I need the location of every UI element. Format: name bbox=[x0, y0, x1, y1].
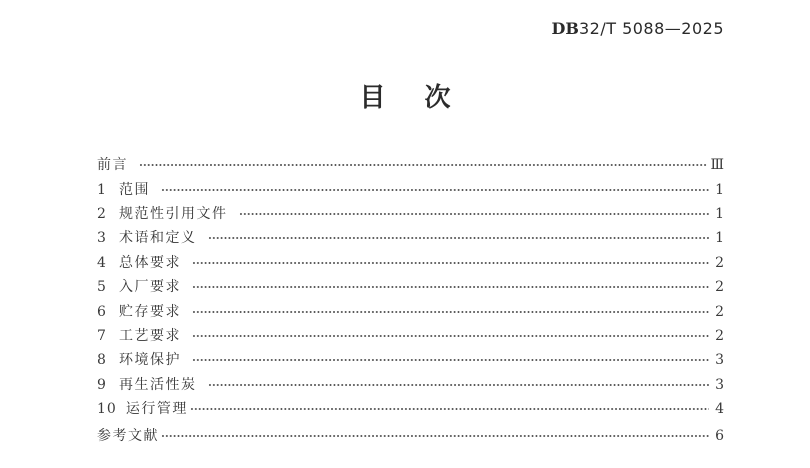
dot-leader bbox=[192, 256, 709, 270]
toc-entry-number: 4 bbox=[97, 254, 107, 271]
dot-leader bbox=[192, 353, 709, 367]
toc-entry-number: 7 bbox=[97, 327, 107, 344]
toc-entry-label: 规范性引用文件 bbox=[119, 205, 228, 222]
dot-leader bbox=[239, 207, 710, 221]
toc-entry bbox=[97, 373, 724, 397]
toc-entry-page: 3 bbox=[715, 376, 724, 393]
toc-entry-page: 2 bbox=[715, 254, 724, 271]
toc-entry bbox=[97, 348, 724, 372]
dot-leader bbox=[192, 329, 709, 343]
dot-leader bbox=[208, 231, 710, 245]
toc-entry-page: 2 bbox=[715, 279, 724, 296]
toc-entry-number: 3 bbox=[97, 230, 107, 247]
toc-entry-page: Ⅲ bbox=[710, 157, 724, 174]
toc-entry-label: 总体要求 bbox=[119, 254, 181, 271]
toc-entry-page: 2 bbox=[715, 303, 724, 320]
standard-code-number: 32/T 5088—2025 bbox=[578, 19, 724, 38]
toc-entry-page: 1 bbox=[715, 181, 724, 198]
toc-entry-number: 10 bbox=[97, 401, 117, 418]
toc-entry-page: 3 bbox=[715, 352, 724, 369]
toc-entry-page: 1 bbox=[715, 230, 724, 247]
dot-leader bbox=[139, 158, 707, 172]
toc-entry-page: 4 bbox=[715, 401, 724, 418]
toc-entry-label: 前言 bbox=[97, 157, 128, 174]
toc-entry bbox=[97, 226, 724, 250]
toc-entry-label: 范围 bbox=[119, 181, 150, 198]
dot-leader bbox=[192, 280, 709, 294]
toc-entry-number: 8 bbox=[97, 352, 107, 369]
toc-entry-label: 运行管理 bbox=[125, 401, 188, 418]
toc-entry-number: 1 bbox=[97, 181, 107, 198]
toc-entry-label: 工艺要求 bbox=[119, 327, 181, 344]
toc-entry bbox=[97, 202, 724, 226]
toc-entry bbox=[97, 177, 724, 201]
toc-entry-label: 入厂要求 bbox=[119, 279, 181, 296]
toc-entry bbox=[97, 275, 724, 299]
toc-entry bbox=[97, 251, 724, 275]
toc-entry-number: 2 bbox=[97, 205, 107, 222]
toc-entry-page: 2 bbox=[715, 327, 724, 344]
toc-entry bbox=[97, 153, 724, 177]
toc-entry-label: 术语和定义 bbox=[119, 230, 197, 247]
toc-entry-page: 1 bbox=[715, 205, 724, 222]
toc-entry-number: 6 bbox=[97, 303, 107, 320]
standard-code-prefix: DB bbox=[551, 19, 579, 38]
toc-entry-label: 贮存要求 bbox=[119, 303, 181, 320]
dot-leader bbox=[192, 305, 709, 319]
toc-entry-number: 5 bbox=[97, 279, 107, 296]
toc-entry bbox=[97, 424, 724, 448]
toc-entry-number: 9 bbox=[97, 376, 107, 393]
page-title: 目次 bbox=[359, 83, 490, 113]
dot-leader bbox=[208, 378, 710, 392]
document-header bbox=[552, 21, 724, 37]
dot-leader bbox=[161, 429, 709, 443]
toc-entry bbox=[97, 397, 724, 421]
toc-entry-label: 参考文献 bbox=[97, 428, 159, 445]
toc-entry-label: 环境保护 bbox=[119, 352, 181, 369]
toc-entry bbox=[97, 299, 724, 323]
toc-entry bbox=[97, 324, 724, 348]
toc-entry-label: 再生活性炭 bbox=[119, 376, 197, 393]
dot-leader bbox=[161, 183, 709, 197]
toc-list bbox=[97, 153, 724, 449]
toc-entry-page: 6 bbox=[715, 428, 724, 445]
dot-leader bbox=[190, 402, 709, 416]
